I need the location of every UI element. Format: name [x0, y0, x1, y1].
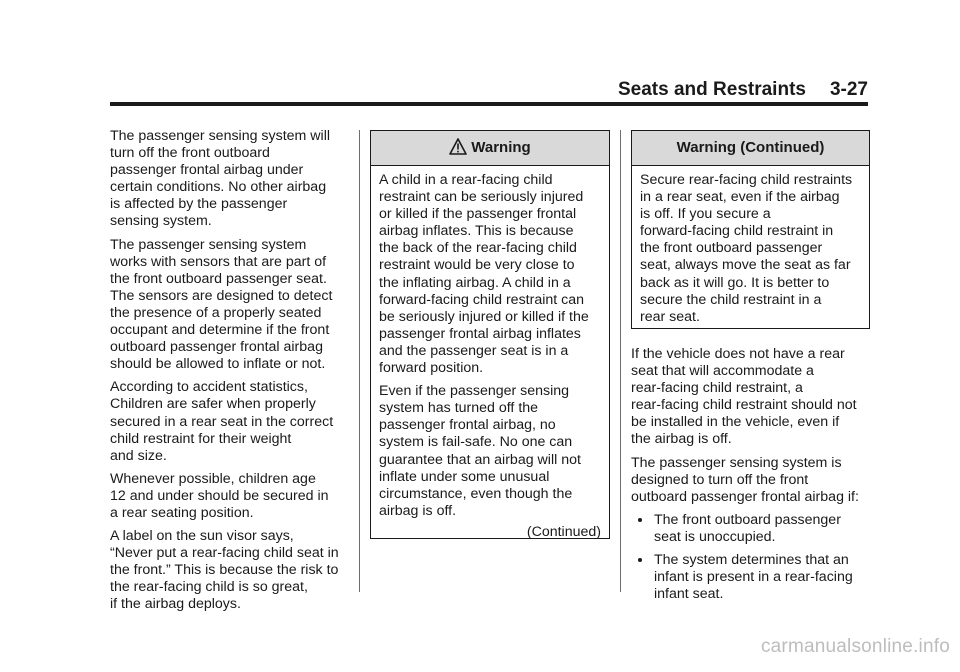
list-item-text: The system determines that an infant is present in a rear-facing infant seat. [654, 552, 853, 603]
paragraph: According to accident statistics, Children are safer when properly secured in a rear seat in the correct child restraint for their weight and size. [110, 379, 334, 464]
paragraph: If the vehicle does not have a rear seat that will accommodate a rear-facing child restraint, a rear-facing child restraint should not be installed in the vehicle, even if the airbag is off. [631, 346, 857, 448]
paragraph: The passenger sensing system is designed to turn off the front outboard passenger frontal airbag if: [631, 454, 859, 505]
warning-header [371, 131, 609, 166]
warning-box [370, 130, 610, 539]
bullet-icon [638, 518, 642, 522]
bullet-icon [638, 558, 642, 562]
column-1 [110, 128, 354, 620]
paragraph: The passenger sensing system works with sensors that are part of the front outboard passenger seat. The sensors are designed to detect the presence of a properly seated occupant and determine if the front outboard passenger frontal airbag should be allowed to inflate or not. [110, 236, 333, 373]
page-number: 3-27 [829, 79, 868, 100]
warning-triangle-icon [449, 134, 467, 168]
list-item-text: The front outboard passenger seat is unoccupied. [654, 511, 841, 545]
paragraph: A label on the sun visor says, “Never put a rear-facing child seat in the front.” This is because the risk to the rear-facing child is so great, if the airbag deploys. [110, 528, 339, 613]
warning-continued-header: Warning (Continued) [632, 131, 869, 166]
continued-label: (Continued) [526, 523, 601, 540]
paragraph: The passenger sensing system will turn off the front outboard passenger frontal airbag under certain conditions. No other airbag is affected by the passenger sensing system. [110, 128, 331, 230]
page-header [110, 78, 868, 102]
column-3 [631, 346, 871, 609]
header-rule [110, 102, 868, 106]
paragraph: Whenever possible, children age 12 and under should be secured in a rear seating position. [110, 470, 329, 521]
warning-paragraph: A child in a rear-facing child restraint can be seriously injured or killed if the passenger frontal airbag inflates. This is because the back of the rear-facing child restraint would be very close to the inflating airbag. A child in a forward-facing child restraint can be seriously injured or killed if the passenger frontal airbag inflates and the passenger seat is in a forward position. [379, 172, 589, 377]
warning-continued-box [631, 130, 870, 329]
list-item [631, 512, 871, 546]
warning-paragraph: Even if the passenger sensing system has turned off the passenger frontal airbag, no system is fail-safe. No one can guarantee that an airbag will not inflate under some unusual circumstance, even though the airbag is off. [379, 383, 581, 519]
warning-continued-body [632, 166, 869, 336]
column-divider [620, 130, 621, 592]
warning-paragraph: Secure rear-facing child restraints in a rear seat, even if the airbag is off. If you secure a forward-facing child restraint in the front outboard passenger seat, always move the seat as far back as it will go. It is better to secure the child restraint in a rear seat. [640, 172, 853, 325]
column-divider [359, 130, 360, 592]
section-title: Seats and Restraints [618, 79, 806, 100]
warning-body [371, 166, 609, 545]
watermark: carmanualsonline.info [760, 636, 950, 657]
list-item [631, 552, 871, 603]
warning-title: Warning [471, 139, 531, 156]
